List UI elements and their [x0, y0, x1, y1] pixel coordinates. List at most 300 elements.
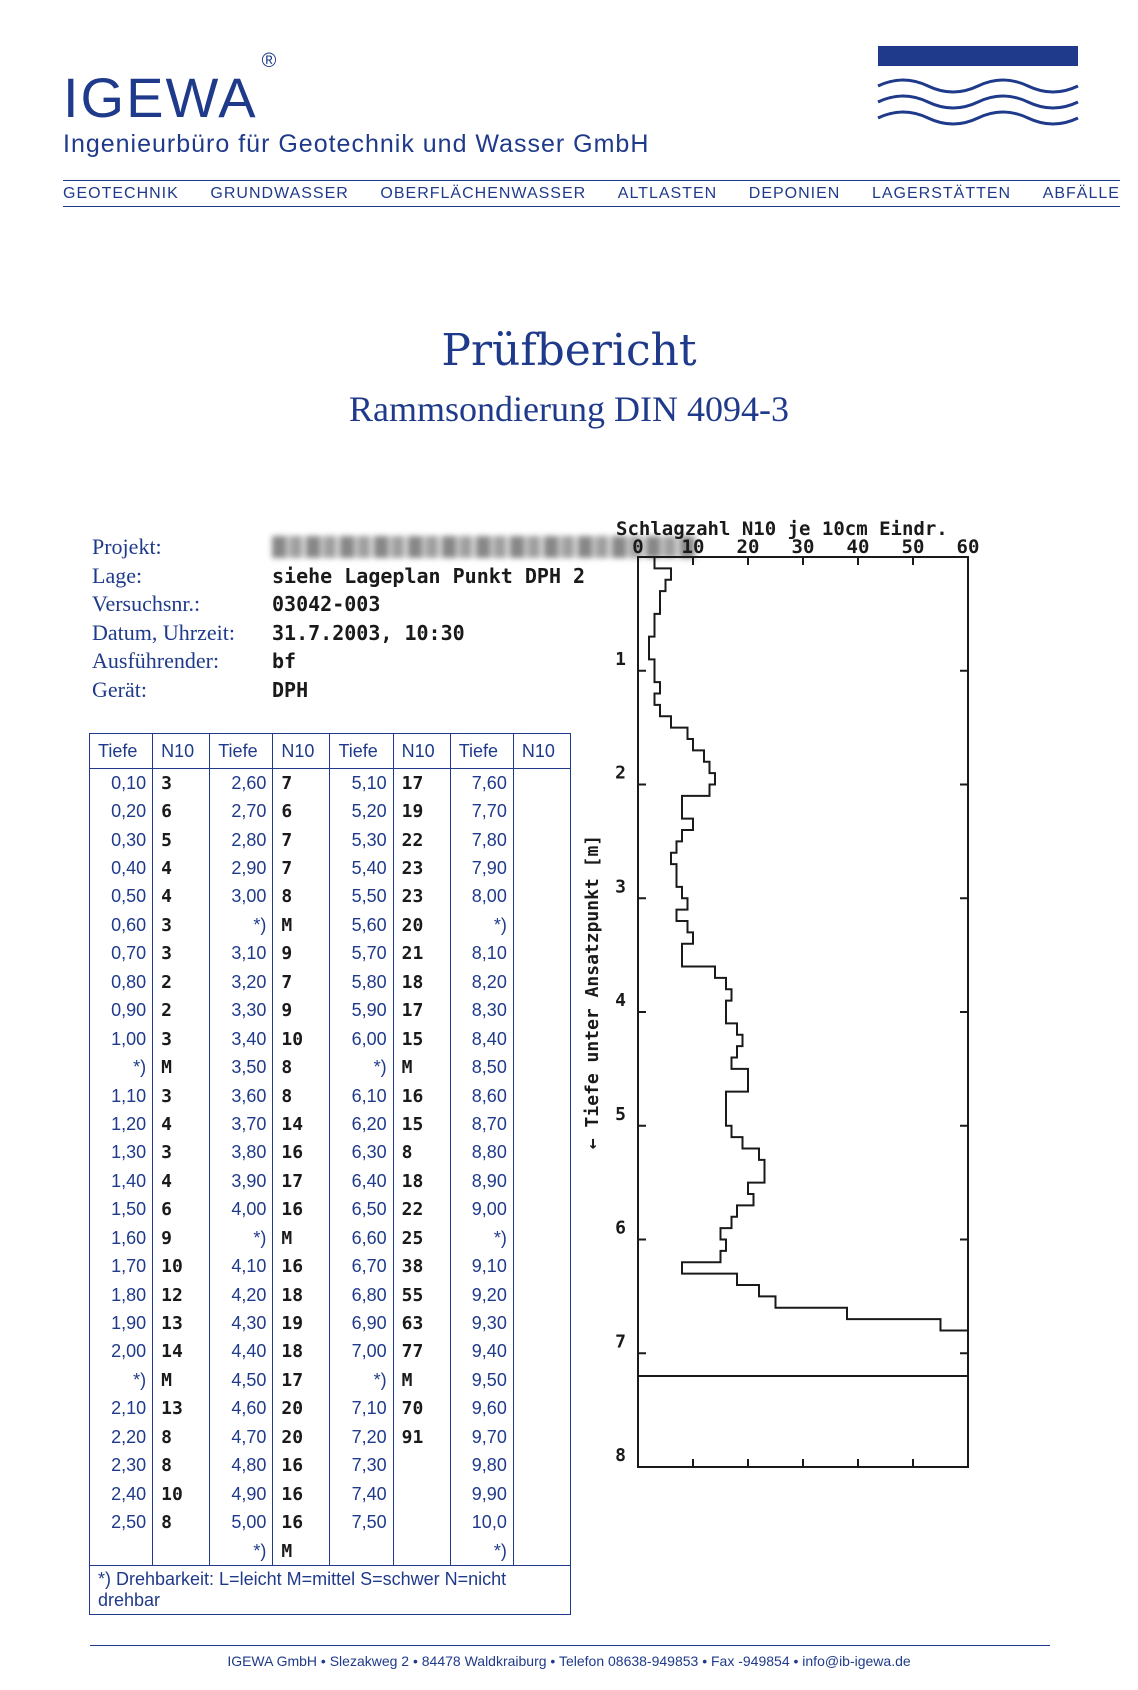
depth-cell: *) — [210, 1224, 273, 1252]
depth-cell: 8,10 — [450, 940, 513, 968]
plot-frame — [638, 557, 968, 1467]
table-row — [90, 911, 570, 939]
n10-cell — [513, 1110, 570, 1138]
ausf-value: bf — [272, 649, 297, 674]
n10-cell: 7 — [273, 968, 330, 996]
depth-cell: 4,70 — [210, 1423, 273, 1451]
n10-cell — [513, 1224, 570, 1252]
n10-cell: 17 — [273, 1366, 330, 1394]
datum-value: 31.7.2003, 10:30 — [272, 620, 465, 645]
n10-cell: 16 — [393, 1082, 450, 1110]
depth-cell: 2,70 — [210, 797, 273, 825]
n10-cell: 16 — [273, 1196, 330, 1224]
depth-cell: 7,90 — [450, 854, 513, 882]
n10-cell: 38 — [393, 1252, 450, 1280]
x-tick-label: 0 — [632, 536, 644, 558]
col-header-n10: N10 — [153, 734, 210, 769]
depth-cell: 0,20 — [111, 801, 147, 822]
table-row — [90, 1196, 570, 1224]
depth-cell: 1,20 — [111, 1113, 147, 1134]
depth-cell: 4,90 — [210, 1480, 273, 1508]
depth-cell: 3,70 — [210, 1110, 273, 1138]
depth-cell: 1,70 — [111, 1256, 147, 1277]
n10-cell: 8 — [273, 1053, 330, 1081]
col-header-tiefe: Tiefe — [450, 734, 513, 769]
depth-cell: 3,90 — [210, 1167, 273, 1195]
n10-cell: 7 — [273, 826, 330, 854]
n10-cell: 7 — [273, 769, 330, 798]
n10-cell: 5 — [153, 826, 210, 854]
n10-cell: 18 — [273, 1338, 330, 1366]
depth-cell: 7,70 — [450, 797, 513, 825]
n10-cell — [513, 1053, 570, 1081]
n10-cell: 3 — [153, 1082, 210, 1110]
n10-cell: 9 — [153, 1224, 210, 1252]
n10-cell — [513, 769, 570, 798]
depth-cell: 9,10 — [450, 1252, 513, 1280]
y-axis-label: ← Tiefe unter Ansatzpunkt [m] — [582, 834, 603, 1150]
n10-cell: 4 — [153, 1167, 210, 1195]
depth-cell: 8,90 — [450, 1167, 513, 1195]
y-tick-label: 3 — [615, 876, 626, 898]
n10-cell: 16 — [273, 1252, 330, 1280]
depth-cell: 7,10 — [330, 1395, 393, 1423]
col-header-tiefe: Tiefe — [90, 734, 153, 769]
depth-cell: *) — [450, 911, 513, 939]
n10-cell — [513, 1480, 570, 1508]
col-header-tiefe: Tiefe — [210, 734, 273, 769]
n10-cell: 4 — [153, 883, 210, 911]
projekt-label: Projekt: — [92, 534, 162, 560]
n10-cell: 16 — [273, 1480, 330, 1508]
table-row — [90, 1110, 570, 1138]
n10-cell — [513, 1139, 570, 1167]
n10-cell — [513, 854, 570, 882]
y-tick-label: 1 — [615, 648, 626, 670]
depth-cell: 3,20 — [210, 968, 273, 996]
depth-cell: 4,00 — [210, 1196, 273, 1224]
n10-cell: 16 — [273, 1508, 330, 1536]
depth-cell: 0,80 — [111, 971, 147, 992]
depth-cell: 8,50 — [450, 1053, 513, 1081]
n10-cell: 14 — [273, 1110, 330, 1138]
depth-cell: 3,40 — [210, 1025, 273, 1053]
table-row — [90, 1452, 570, 1480]
depth-cell: 2,20 — [111, 1426, 147, 1447]
n10-cell — [513, 968, 570, 996]
depth-cell: 5,40 — [330, 854, 393, 882]
depth-cell: 1,60 — [111, 1227, 147, 1248]
depth-cell: 9,90 — [450, 1480, 513, 1508]
n10-cell: 15 — [393, 1110, 450, 1138]
depth-cell: 6,20 — [330, 1110, 393, 1138]
depth-cell: 2,30 — [111, 1455, 147, 1476]
n10-cell: 8 — [153, 1508, 210, 1536]
depth-cell: 4,10 — [210, 1252, 273, 1280]
table-row — [90, 1338, 570, 1366]
n10-cell — [513, 1167, 570, 1195]
n10-cell: 9 — [273, 997, 330, 1025]
depth-cell: 8,60 — [450, 1082, 513, 1110]
table-row — [90, 826, 570, 854]
y-tick-label: 4 — [615, 990, 626, 1011]
table-row — [90, 997, 570, 1025]
n10-cell — [393, 1452, 450, 1480]
y-tick-label: 7 — [615, 1331, 626, 1353]
depth-cell: 7,80 — [450, 826, 513, 854]
depth-cell: 5,20 — [330, 797, 393, 825]
depth-cell: *) — [330, 1366, 393, 1394]
report-subtitle: Rammsondierung DIN 4094-3 — [349, 389, 789, 429]
n10-cell: 18 — [393, 968, 450, 996]
n10-cell: 20 — [273, 1395, 330, 1423]
n10-cell: 22 — [393, 1196, 450, 1224]
depth-cell: 1,30 — [111, 1142, 147, 1163]
depth-cell: *) — [450, 1224, 513, 1252]
geraet-label: Gerät: — [92, 676, 147, 702]
nav-item: DEPONIEN — [748, 185, 841, 202]
depth-cell: 1,00 — [111, 1028, 147, 1049]
n10-cell: 17 — [273, 1167, 330, 1195]
company-name: IGEWA — [63, 66, 258, 129]
n10-cell — [513, 1025, 570, 1053]
depth-cell: 2,00 — [111, 1341, 147, 1362]
y-tick-label: 5 — [615, 1103, 626, 1125]
n10-cell — [393, 1508, 450, 1536]
n10-cell: 4 — [153, 854, 210, 882]
depth-cell: 0,40 — [111, 858, 147, 879]
n10-cell: M — [393, 1366, 450, 1394]
n10-cell: 10 — [153, 1252, 210, 1280]
depth-cell — [90, 1537, 153, 1565]
n10-cell: 14 — [153, 1338, 210, 1366]
x-tick-label: 50 — [901, 536, 925, 558]
y-tick-label: 8 — [615, 1445, 626, 1466]
n10-cell — [513, 940, 570, 968]
n10-cell: M — [153, 1053, 210, 1081]
n10-cell: 18 — [273, 1281, 330, 1309]
depth-cell: 2,80 — [210, 826, 273, 854]
depth-cell: 9,00 — [450, 1196, 513, 1224]
n10-cell — [513, 1338, 570, 1366]
table-footnote: *) Drehbarkeit: L=leicht M=mittel S=schwer N=nicht drehbar — [90, 1565, 570, 1614]
table-row — [90, 1053, 570, 1081]
n10-cell: 20 — [393, 911, 450, 939]
n10-cell: M — [153, 1366, 210, 1394]
footer-contact: IGEWA GmbH • Slezakweg 2 • 84478 Waldkraiburg • Telefon 08638-949853 • Fax -949854 • info@ib-igewa.de — [227, 1653, 911, 1669]
depth-cell: 2,40 — [111, 1483, 147, 1504]
n10-cell: 8 — [273, 883, 330, 911]
depth-cell: 0,90 — [111, 1000, 147, 1021]
table-row — [90, 1167, 570, 1195]
depth-cell: 0,70 — [111, 943, 147, 964]
depth-cell: 1,40 — [111, 1170, 147, 1191]
depth-cell: 4,50 — [210, 1366, 273, 1394]
depth-cell: 8,80 — [450, 1139, 513, 1167]
test-metadata — [92, 533, 697, 704]
n10-cell: 15 — [393, 1025, 450, 1053]
depth-cell: 9,50 — [450, 1366, 513, 1394]
table-row — [90, 1025, 570, 1053]
lage-label: Lage: — [92, 562, 143, 588]
n10-cell: 63 — [393, 1309, 450, 1337]
depth-cell: 6,10 — [330, 1082, 393, 1110]
n10-cell — [513, 1281, 570, 1309]
table-row — [90, 968, 570, 996]
n10-cell: 7 — [273, 854, 330, 882]
table-row — [90, 1281, 570, 1309]
y-tick-label: 2 — [615, 762, 626, 784]
nav-item: OBERFLÄCHENWASSER — [380, 185, 587, 202]
n10-cell: 10 — [153, 1480, 210, 1508]
ausf-label: Ausführender: — [92, 648, 220, 674]
n10-cell: 8 — [153, 1452, 210, 1480]
n10-cell: 18 — [393, 1167, 450, 1195]
n10-cell — [513, 1395, 570, 1423]
depth-cell: 8,20 — [450, 968, 513, 996]
n10-cell — [393, 1480, 450, 1508]
n10-cell: 6 — [153, 797, 210, 825]
col-header-n10: N10 — [513, 734, 570, 769]
table-row — [90, 1423, 570, 1451]
nav-item: GRUNDWASSER — [210, 185, 349, 202]
n10-cell: 17 — [393, 997, 450, 1025]
depth-cell: 0,10 — [111, 772, 147, 793]
depth-cell: 7,50 — [330, 1508, 393, 1536]
depth-cell: 8,70 — [450, 1110, 513, 1138]
n10-cell: 70 — [393, 1395, 450, 1423]
n10-cell: 6 — [273, 797, 330, 825]
registered-mark: ® — [261, 50, 279, 73]
n10-cell — [513, 911, 570, 939]
n10-cell: 22 — [393, 826, 450, 854]
n10-cell: 4 — [153, 1110, 210, 1138]
n10-cell: M — [273, 1224, 330, 1252]
n10-cell: 23 — [393, 883, 450, 911]
n10-cell — [513, 1082, 570, 1110]
n10-cell: 3 — [153, 940, 210, 968]
blow-count-series — [649, 557, 968, 1376]
depth-cell: 4,80 — [210, 1452, 273, 1480]
lage-value: siehe Lageplan Punkt DPH 2 — [272, 563, 586, 588]
depth-cell: 6,90 — [330, 1309, 393, 1337]
table-row — [90, 769, 570, 798]
x-tick-label: 30 — [791, 536, 815, 558]
depth-cell: 5,00 — [210, 1508, 273, 1536]
geraet-value: DPH — [272, 677, 309, 702]
n10-cell: 10 — [273, 1025, 330, 1053]
n10-cell — [513, 1423, 570, 1451]
depth-cell: 4,30 — [210, 1309, 273, 1337]
depth-cell: *) — [210, 1537, 273, 1565]
n10-cell: 2 — [153, 968, 210, 996]
depth-cell: 2,90 — [210, 854, 273, 882]
wave-logo-icon — [878, 46, 1078, 146]
table-row — [90, 1309, 570, 1337]
company-subtitle: Ingenieurbüro für Geotechnik und Wasser GmbH — [63, 130, 650, 158]
depth-cell: 9,30 — [450, 1309, 513, 1337]
n10-cell — [513, 1366, 570, 1394]
depth-cell: 5,60 — [330, 911, 393, 939]
nav-item: ALTLASTEN — [617, 185, 718, 202]
n10-cell: 23 — [393, 854, 450, 882]
n10-cell: 9 — [273, 940, 330, 968]
table-row — [90, 1139, 570, 1167]
col-header-n10: N10 — [273, 734, 330, 769]
table-row — [90, 940, 570, 968]
n10-cell — [393, 1537, 450, 1565]
depth-cell: 5,10 — [330, 769, 393, 798]
depth-cell: 9,70 — [450, 1423, 513, 1451]
n10-cell: 77 — [393, 1338, 450, 1366]
depth-cell: 1,80 — [111, 1284, 147, 1305]
depth-cell: 6,80 — [330, 1281, 393, 1309]
n10-cell — [513, 1508, 570, 1536]
table-row — [90, 883, 570, 911]
table-row — [90, 797, 570, 825]
n10-cell: 19 — [393, 797, 450, 825]
n10-cell: 16 — [273, 1139, 330, 1167]
depth-cell: *) — [330, 1053, 393, 1081]
n10-cell: 3 — [153, 769, 210, 798]
depth-cell: 3,00 — [210, 883, 273, 911]
n10-cell: 13 — [153, 1309, 210, 1337]
depth-cell: 10,0 — [450, 1508, 513, 1536]
n10-cell: M — [393, 1053, 450, 1081]
n10-cell: 19 — [273, 1309, 330, 1337]
table-row — [90, 1366, 570, 1394]
depth-cell: *) — [133, 1057, 147, 1078]
depth-cell: 3,50 — [210, 1053, 273, 1081]
n10-cell: 91 — [393, 1423, 450, 1451]
col-header-n10: N10 — [393, 734, 450, 769]
n10-cell — [513, 1309, 570, 1337]
table-row — [90, 1508, 570, 1536]
n10-cell — [513, 797, 570, 825]
depth-cell: 6,00 — [330, 1025, 393, 1053]
n10-cell: 8 — [393, 1139, 450, 1167]
x-tick-label: 10 — [681, 536, 705, 558]
depth-cell: 1,90 — [111, 1313, 147, 1334]
n10-cell: 20 — [273, 1423, 330, 1451]
depth-cell: 0,60 — [111, 914, 147, 935]
depth-cell: 8,40 — [450, 1025, 513, 1053]
n10-cell: 6 — [153, 1196, 210, 1224]
depth-cell: 0,50 — [111, 886, 147, 907]
depth-cell: 3,30 — [210, 997, 273, 1025]
versuch-label: Versuchsnr.: — [92, 591, 201, 617]
n10-cell: M — [273, 911, 330, 939]
depth-cell: *) — [450, 1537, 513, 1565]
depth-cell: 6,60 — [330, 1224, 393, 1252]
depth-cell: 4,60 — [210, 1395, 273, 1423]
n10-cell — [513, 1196, 570, 1224]
depth-cell: 2,60 — [210, 769, 273, 798]
depth-cell: 7,30 — [330, 1452, 393, 1480]
depth-cell: 5,80 — [330, 968, 393, 996]
n10-cell: 55 — [393, 1281, 450, 1309]
company-logo-text — [63, 50, 279, 129]
n10-cell — [513, 997, 570, 1025]
depth-cell: *) — [133, 1369, 147, 1390]
n10-cell: 2 — [153, 997, 210, 1025]
n10-cell — [513, 1252, 570, 1280]
n10-cell: 3 — [153, 911, 210, 939]
nav-item: ABFÄLLE — [1042, 185, 1120, 202]
n10-cell: 16 — [273, 1452, 330, 1480]
n10-cell: 21 — [393, 940, 450, 968]
depth-cell: 1,10 — [111, 1085, 147, 1106]
depth-cell: 5,70 — [330, 940, 393, 968]
blow-count-table — [89, 733, 571, 1615]
depth-cell: 9,40 — [450, 1338, 513, 1366]
depth-cell: 6,40 — [330, 1167, 393, 1195]
x-tick-label: 60 — [956, 536, 980, 558]
chart-title: Schlagzahl N10 je 10cm Eindr. — [616, 518, 948, 540]
x-tick-label: 20 — [736, 536, 760, 558]
depth-cell: 2,10 — [111, 1398, 147, 1419]
table-row — [90, 854, 570, 882]
depth-cell: 6,70 — [330, 1252, 393, 1280]
table-row — [90, 1082, 570, 1110]
n10-cell — [513, 1452, 570, 1480]
table-row — [90, 1480, 570, 1508]
depth-cell: 9,20 — [450, 1281, 513, 1309]
nav-item: GEOTECHNIK — [63, 185, 179, 202]
nav-item: LAGERSTÄTTEN — [871, 185, 1012, 202]
depth-cell: 3,80 — [210, 1139, 273, 1167]
n10-cell: 8 — [273, 1082, 330, 1110]
footer-divider — [90, 1645, 1050, 1646]
n10-cell: 13 — [153, 1395, 210, 1423]
depth-cell: 7,00 — [330, 1338, 393, 1366]
n10-cell: 8 — [153, 1423, 210, 1451]
depth-cell: *) — [210, 911, 273, 939]
n10-cell: M — [273, 1537, 330, 1565]
depth-cell: 8,30 — [450, 997, 513, 1025]
depth-cell: 5,50 — [330, 883, 393, 911]
table-row — [90, 1252, 570, 1280]
n10-cell — [153, 1537, 210, 1565]
depth-cell: 7,20 — [330, 1423, 393, 1451]
depth-cell: 7,40 — [330, 1480, 393, 1508]
depth-cell: 0,30 — [111, 829, 147, 850]
versuch-value: 03042-003 — [272, 592, 381, 617]
y-tick-label: 6 — [615, 1217, 626, 1239]
depth-cell: 8,00 — [450, 883, 513, 911]
depth-cell: 6,30 — [330, 1139, 393, 1167]
depth-cell: 5,30 — [330, 826, 393, 854]
depth-cell — [330, 1537, 393, 1565]
n10-cell: 25 — [393, 1224, 450, 1252]
depth-cell: 3,60 — [210, 1082, 273, 1110]
depth-cell: 9,60 — [450, 1395, 513, 1423]
n10-cell: 12 — [153, 1281, 210, 1309]
service-nav — [63, 180, 1120, 207]
depth-cell: 7,60 — [450, 769, 513, 798]
table-row — [90, 1395, 570, 1423]
n10-cell: 17 — [393, 769, 450, 798]
depth-cell: 4,20 — [210, 1281, 273, 1309]
depth-cell: 4,40 — [210, 1338, 273, 1366]
depth-cell: 9,80 — [450, 1452, 513, 1480]
depth-cell: 2,50 — [111, 1512, 147, 1533]
n10-cell: 3 — [153, 1025, 210, 1053]
datum-label: Datum, Uhrzeit: — [92, 619, 235, 645]
table-row — [90, 1224, 570, 1252]
col-header-tiefe: Tiefe — [330, 734, 393, 769]
n10-cell — [513, 1537, 570, 1565]
